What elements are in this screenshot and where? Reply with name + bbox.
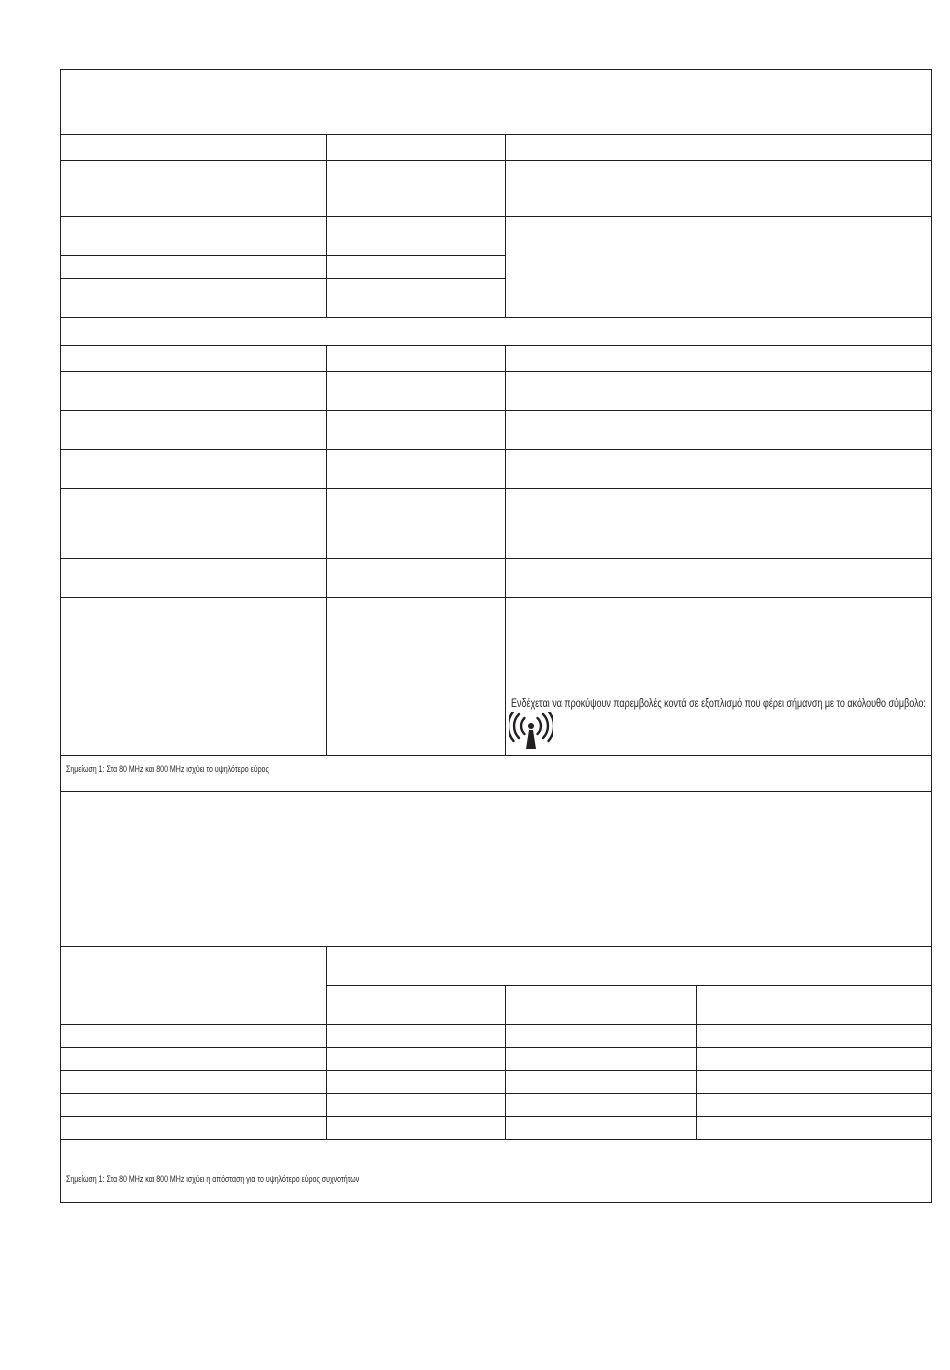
separation-table-note: Σημείωση 1: Στα 80 MHz και 800 MHz ισχύει η απόσταση για το υψηλότερο εύρος συχνοτήτων	[66, 1174, 360, 1184]
interference-notice-text: Ενδέχεται να προκύψουν παρεμβολές κοντά σε εξοπλισμό που φέρει σήμανση με το ακόλουθο σύμβολο:	[511, 698, 926, 710]
non-ionizing-radiation-icon	[509, 712, 553, 750]
immunity-table-border	[61, 70, 932, 792]
separation-table-border	[61, 792, 932, 1203]
immunity-table-note: Σημείωση 1: Στα 80 MHz και 800 MHz ισχύει το υψηλότερο εύρος	[66, 764, 269, 774]
